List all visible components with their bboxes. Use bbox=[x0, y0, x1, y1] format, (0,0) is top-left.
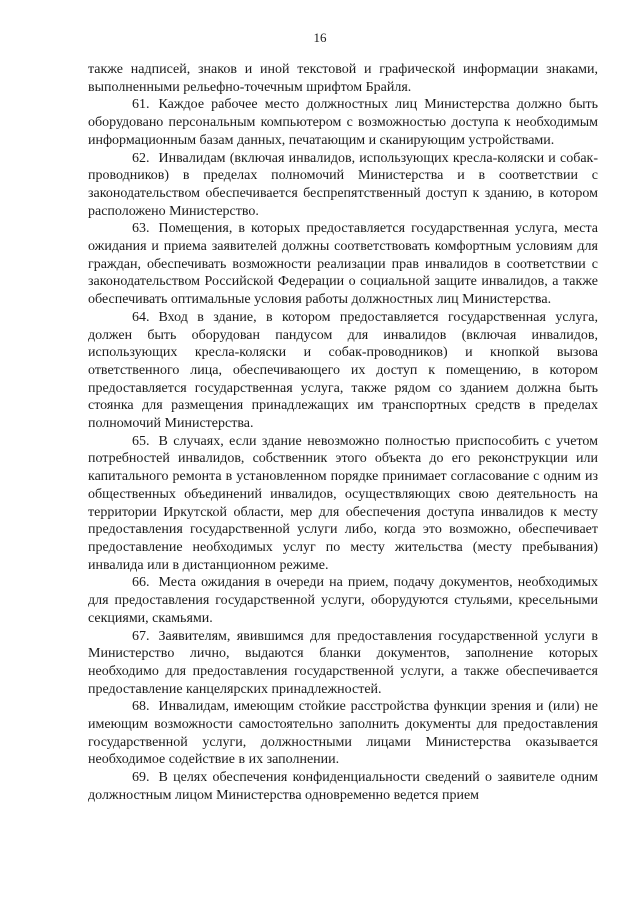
paragraph-number: 64. bbox=[132, 309, 150, 325]
paragraph-number: 61. bbox=[132, 97, 150, 113]
paragraph-62 bbox=[88, 150, 598, 221]
paragraph-number: 63. bbox=[132, 221, 150, 237]
paragraph-number: 65. bbox=[132, 433, 150, 449]
paragraph-64 bbox=[88, 309, 598, 433]
paragraph-text: Заявителям, явившимся для предоставления государственной услуги в Министерство лично, выдаются бланки документов, заполнение которых необходимо для предоставления государственной услуги, а также обеспечивается предоставление канцелярских принадлежностей. bbox=[88, 628, 598, 697]
paragraph-66 bbox=[88, 574, 598, 627]
paragraph-text: Каждое рабочее место должностных лиц Министерства должно быть оборудовано персональным компьютером с возможностью доступа к необходимым информационным базам данных, печатающим и сканирующим устройствами. bbox=[88, 97, 598, 148]
continuation-paragraph: также надписей, знаков и иной текстовой и графической информации знаками, выполненными рельефно-точечным шрифтом Брайля. bbox=[88, 62, 598, 95]
paragraph-text: Помещения, в которых предоставляется государственная услуга, места ожидания и приема заявителей должны соответствовать комфортным условиям для граждан, обеспечивать возможности реализации прав инвалидов в соответствии с законодательством Российской Федерации о социальной защите инвалидов, а также обеспечивать оптимальные условия работы должностных лиц Министерства. bbox=[88, 221, 598, 308]
paragraph-text: Места ожидания в очереди на прием, подачу документов, необходимых для предоставления государственной услуги, оборудуются стульями, кресельными секциями, скамьями. bbox=[88, 575, 598, 626]
paragraph-number: 66. bbox=[132, 575, 150, 591]
paragraph-text: В случаях, если здание невозможно полностью приспособить с учетом потребностей инвалидов, собственник этого объекта до его реконструкции или капитального ремонта в установленном порядке принимает согласование с одним из общественных объединений инвалидов, осуществляющих свою деятельность на территории Иркутской области, мер для обеспечения доступа инвалидов к месту предоставления государственной услуги либо, когда это возможно, обеспечивает предоставление необходимых услуг по месту жительства (месту пребывания) инвалида или в дистанционном режиме. bbox=[88, 433, 598, 573]
paragraph-text: Инвалидам, имеющим стойкие расстройства функции зрения и (или) не имеющим возможности самостоятельно заполнить документы для предоставления государственной услуги, должностными лицами Министерства оказывается необходимое содействие в их заполнении. bbox=[88, 699, 598, 768]
paragraph-number: 67. bbox=[132, 628, 150, 644]
paragraph-67 bbox=[88, 628, 598, 699]
paragraph-61 bbox=[88, 96, 598, 149]
page-number: 16 bbox=[313, 30, 327, 45]
paragraph-number: 68. bbox=[132, 699, 150, 715]
document-body bbox=[88, 61, 598, 805]
paragraph-number: 62. bbox=[132, 150, 150, 166]
paragraph-text: Вход в здание, в котором предоставляется государственная услуга, должен быть оборудован пандусом для инвалидов (включая инвалидов, использующих кресла-коляски и собак-проводников) и кнопкой вызова ответственного лица, обеспечивающего их доступ к помещению, в котором предоставляется государственная услуга, также рядом со зданием должна быть стоянка для размещения принадлежащих им транспортных средств в пределах полномочий Министерства. bbox=[88, 309, 598, 432]
paragraph-68 bbox=[88, 698, 598, 769]
paragraph-text: Инвалидам (включая инвалидов, использующих кресла-коляски и собак-проводников) в пределах полномочий Министерства и в соответствии с законодательством обеспечивается беспрепятственный доступ к зданию, в котором расположено Министерство. bbox=[88, 150, 598, 219]
paragraph-number: 69. bbox=[132, 770, 150, 786]
paragraph-text: В целях обеспечения конфиденциальности сведений о заявителе одним должностным лицом Министерства одновременно ведется прием bbox=[88, 770, 598, 803]
paragraph-65 bbox=[88, 433, 598, 575]
paragraph-63 bbox=[88, 220, 598, 309]
paragraph-69 bbox=[88, 769, 598, 804]
